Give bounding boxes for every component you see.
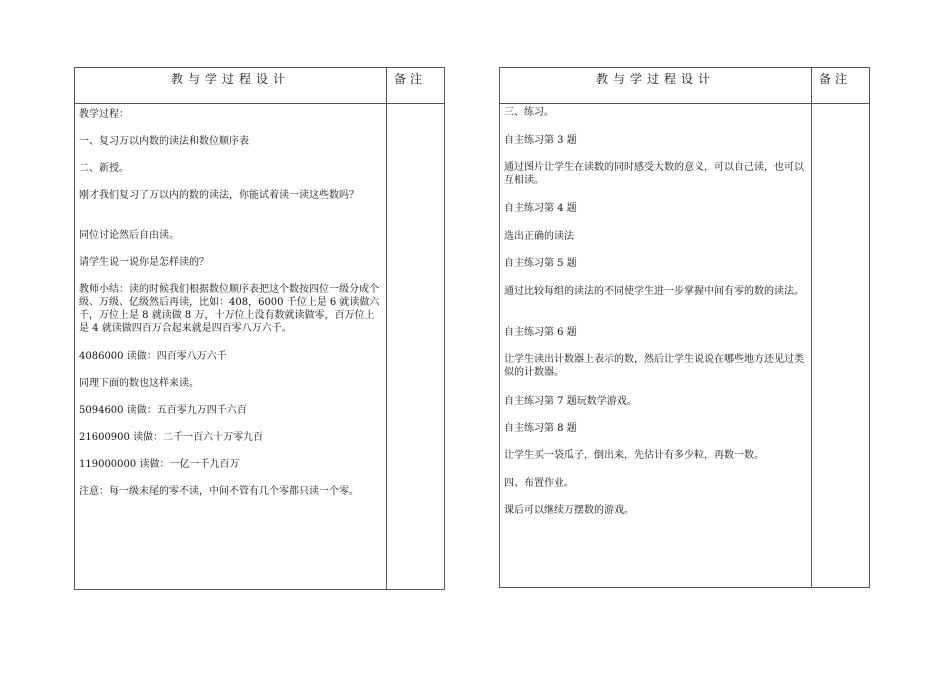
paragraph-example-1: 4086000 读做：四百零八万六千 [79, 351, 227, 362]
paragraph-teacher-summary: 教师小结：读的时候我们根据数位顺序表把这个数按四位一级分成个级、万级、亿级然后再读，比如：408，6000 千位上是 6 就读做六千，万位上是 8 就读做 8 万，十万位上没有数就读做零，百万位上是 4 就读做四百万合起来就是四百零八万六千。 [79, 284, 380, 334]
paragraph-exercise-8-desc: 让学生买一袋瓜子，倒出来，先估计有多少粒，再数一数。 [504, 450, 764, 461]
paragraph-example-4: 119000000 读做：一亿一千九百万 [79, 459, 240, 470]
paragraph-same-method: 同理下面的数也这样来读。 [79, 378, 199, 389]
left-table-header [75, 68, 444, 104]
paragraph-exercise-4: 自主练习第 4 题 [504, 203, 577, 214]
paragraph-homework-desc: 课后可以继续万摆数的游戏。 [504, 505, 634, 516]
right-header-title: 教与学过程设计 [595, 72, 715, 86]
paragraph-note-zeros: 注意：每一级末尾的零不读，中间不管有几个零都只读一个零。 [79, 486, 359, 497]
paragraph-homework: 四、布置作业。 [504, 478, 574, 489]
right-header-note: 备注 [819, 72, 852, 86]
paragraph-exercise-7: 自主练习第 7 题玩数学游戏。 [504, 396, 637, 407]
paragraph-review: 一、复习万以内数的读法和数位顺序表 [79, 136, 249, 147]
paragraph-practice: 三、练习。 [504, 107, 554, 118]
paragraph-exercise-5-desc: 通过比较每组的读法的不同使学生进一步掌握中间有零的数的读法。 [504, 286, 804, 297]
left-column-divider [386, 68, 387, 589]
paragraph-question: 刚才我们复习了万以内的数的读法，你能试着读一读这些数吗？ [79, 190, 359, 201]
paragraph-teaching-process: 教学过程： [79, 109, 129, 120]
paragraph-exercise-6-desc: 让学生读出计数器上表示的数，然后让学生说说在哪些地方还见过类似的计数器。 [504, 354, 804, 378]
paragraph-exercise-4-desc: 选出正确的读法 [504, 231, 574, 242]
paragraph-exercise-3: 自主练习第 3 题 [504, 135, 577, 146]
paragraph-exercise-5: 自主练习第 5 题 [504, 258, 577, 269]
right-table-header [500, 68, 869, 104]
right-lesson-table [499, 67, 870, 588]
paragraph-discussion: 同位讨论然后自由读。 [79, 230, 179, 241]
left-header-note: 备注 [394, 72, 427, 86]
paragraph-exercise-6: 自主练习第 6 题 [504, 327, 577, 338]
left-header-title: 教与学过程设计 [170, 72, 290, 86]
paragraph-example-3: 21600900 读做：二千一百六十万零九百 [79, 432, 264, 443]
paragraph-example-2: 5094600 读做：五百零九万四千六百 [79, 405, 247, 416]
right-column-divider [811, 68, 812, 587]
paragraph-exercise-8: 自主练习第 8 题 [504, 423, 577, 434]
left-lesson-table [74, 67, 445, 590]
paragraph-ask-students: 请学生说一说你是怎样读的？ [79, 257, 209, 268]
paragraph-new-lesson: 二、新授。 [79, 163, 129, 174]
paragraph-exercise-3-desc: 通过图片让学生在读数的同时感受大数的意义，可以自己读，也可以互相读。 [504, 162, 804, 186]
